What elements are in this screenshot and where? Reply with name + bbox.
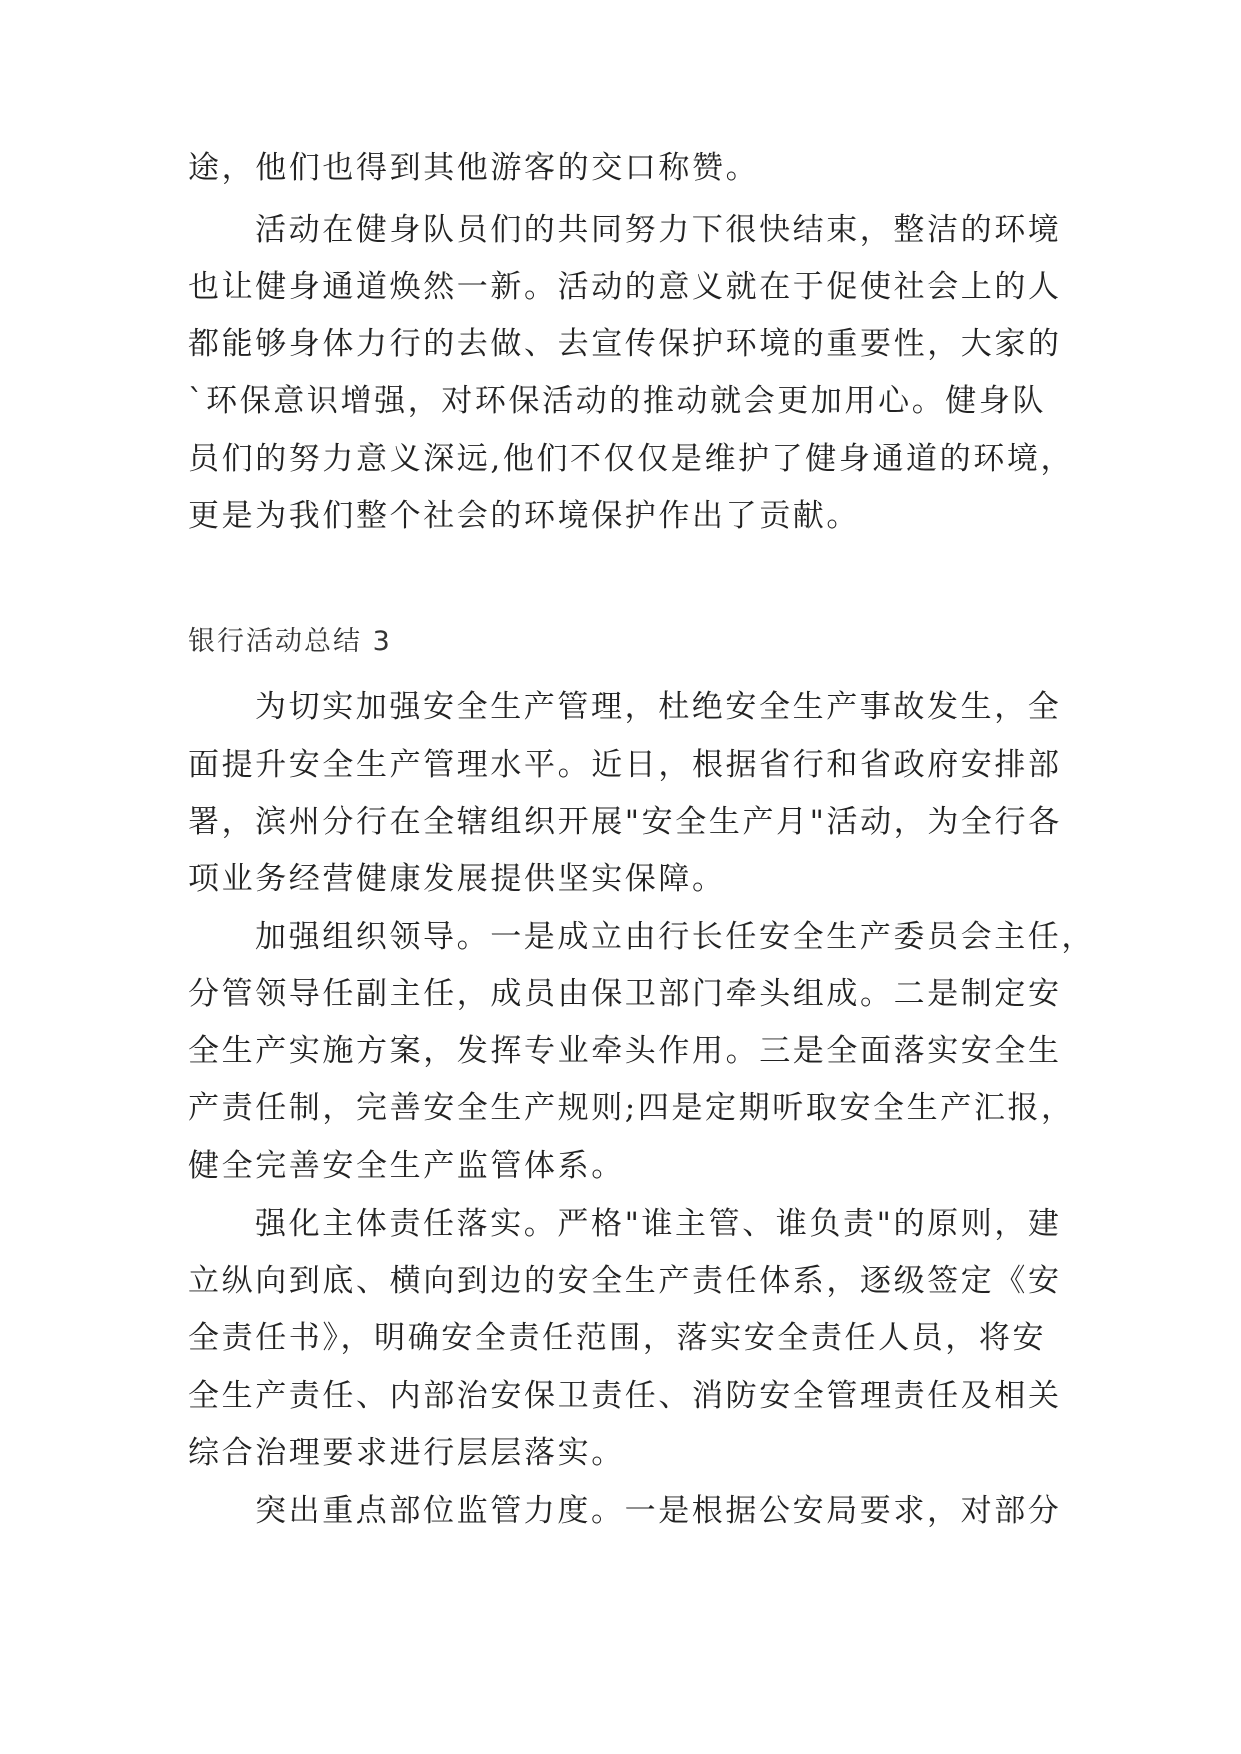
paragraph-activity-result-line: 员们的努力意义深远,他们不仅仅是维护了健身通道的环境， <box>188 441 1075 477</box>
paragraph-activity-result-line: 都能够身体力行的去做、去宣传保护环境的重要性，大家的 <box>188 326 1062 362</box>
paragraph-supervision-line: 突出重点部位监管力度。一是根据公安局要求，对部分 <box>255 1493 1062 1529</box>
paragraph-responsibility-line: 强化主体责任落实。严格"谁主管、谁负责"的原则，建 <box>255 1206 1062 1242</box>
section-heading: 银行活动总结 3 <box>188 626 392 657</box>
paragraph-leadership-line: 全生产实施方案，发挥专业牵头作用。三是全面落实安全生 <box>188 1033 1062 1069</box>
paragraph-responsibility-line: 立纵向到底、横向到边的安全生产责任体系，逐级签定《安 <box>188 1263 1062 1299</box>
paragraph-leadership-line: 加强组织领导。一是成立由行长任安全生产委员会主任， <box>255 919 1095 955</box>
paragraph-leadership-line: 产责任制，完善安全生产规则;四是定期听取安全生产汇报， <box>188 1090 1075 1126</box>
paragraph-activity-result-line: 也让健身通道焕然一新。活动的意义就在于促使社会上的人 <box>188 269 1062 305</box>
paragraph-intro-line: 为切实加强安全生产管理，杜绝安全生产事故发生，全 <box>255 689 1062 725</box>
paragraph-responsibility-line: 综合治理要求进行层层落实。 <box>188 1435 625 1471</box>
paragraph-activity-result-line: 更是为我们整个社会的环境保护作出了贡献。 <box>188 498 860 534</box>
paragraph-responsibility-line: 全责任书》，明确安全责任范围，落实安全责任人员，将安 <box>188 1320 1047 1356</box>
paragraph-intro-line: 面提升安全生产管理水平。近日，根据省行和省政府安排部 <box>188 747 1062 783</box>
paragraph-responsibility-line: 全生产责任、内部治安保卫责任、消防安全管理责任及相关 <box>188 1378 1062 1414</box>
paragraph-leadership-line: 健全完善安全生产监管体系。 <box>188 1148 625 1184</box>
paragraph-intro-line: 项业务经营健康发展提供坚实保障。 <box>188 861 726 897</box>
paragraph-continued-line: 途，他们也得到其他游客的交口称赞。 <box>188 150 760 186</box>
paragraph-activity-result-line: `环保意识增强，对环保活动的推动就会更加用心。健身队 <box>188 383 1047 419</box>
paragraph-intro-line: 署，滨州分行在全辖组织开展"安全生产月"活动，为全行各 <box>188 804 1062 840</box>
paragraph-activity-result-line: 活动在健身队员们的共同努力下很快结束，整洁的环境 <box>255 212 1062 248</box>
paragraph-leadership-line: 分管领导任副主任，成员由保卫部门牵头组成。二是制定安 <box>188 976 1062 1012</box>
